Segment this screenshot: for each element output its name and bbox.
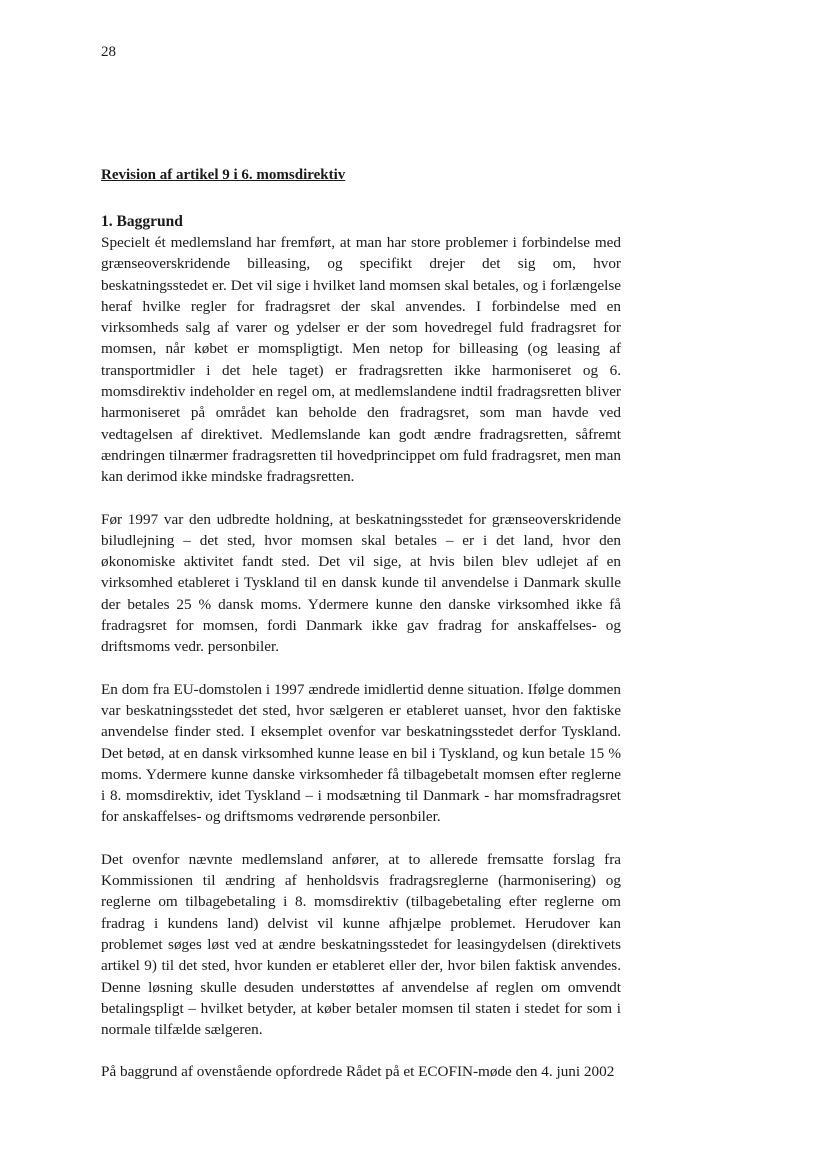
- paragraph-2: Før 1997 var den udbredte holdning, at beskatningsstedet for grænseoverskridende biludlejning – det sted, hvor momsen skal betales – er i det land, hvor den økonomiske aktivitet fandt sted. Det vil sige, at hvis bilen blev udlejet af en virksomhed etableret i Tyskland til en dansk kunde til anvendelse i Danmark skulle der betales 25 % dansk moms. Ydermere kunne den danske virksomhed ikke få fradragsret for momsen, fordi Danmark ikke gav fradrag for anskaffelses- og driftsmoms vedr. personbiler.: [101, 510, 621, 656]
- document-body: [101, 167, 621, 1104]
- paragraph-4: Det ovenfor nævnte medlemsland anfører, at to allerede fremsatte forslag fra Kommissionen til ændring af henholdsvis fradragsreglerne (harmonisering) og reglerne om tilbagebetaling i 8. momsdirektiv (tilbagebetaling efter reglerne om fradrag i kundens land) delvist vil kunne afhjælpe problemet. Herudover kan problemet søges løst ved at ændre beskatningsstedet for leasingydelsen (direktivets artikel 9) til det sted, hvor kunden er etableret eller der, hvor bilen faktisk anvendes. Denne løsning skulle desuden understøttes af anvendelse af reglen om omvendt betalingspligt – hvilket betyder, at køber betaler momsen til staten i stedet for som i normale tilfælde sælgeren.: [101, 850, 621, 1039]
- section-title: Revision af artikel 9 i 6. momsdirektiv: [101, 167, 346, 183]
- paragraph-3: En dom fra EU-domstolen i 1997 ændrede imidlertid denne situation. Ifølge dommen var beskatningsstedet det sted, hvor sælgeren er etableret uanset, hvor den faktiske anvendelse finder sted. I eksemplet ovenfor var beskatningsstedet derfor Tyskland. Det betød, at en dansk virksomhed kunne lease en bil i Tyskland, og kun betale 15 % moms. Ydermere kunne danske virksomheder få tilbagebetalt momsen efter reglerne i 8. momsdirektiv, idet Tyskland – i modsætning til Danmark - har momsfradragsret for anskaffelses- og driftsmoms vedrørende personbiler.: [101, 680, 621, 826]
- subheading: 1. Baggrund: [101, 213, 183, 230]
- paragraph-5: På baggrund af ovenstående opfordrede Rådet på et ECOFIN-møde den 4. juni 2002: [101, 1063, 615, 1081]
- paragraph-1: Specielt ét medlemsland har fremført, at man har store problemer i forbindelse med grænseoverskridende billeasing, og specifikt drejer det sig om, hvor beskatningsstedet er. Det vil sige i hvilket land momsen skal betales, og i forlængelse heraf hvilke regler for fradragsret der skal anvendes. I forbindelse med en virksomheds salg af varer og ydelser er der som hovedregel fuld fradragsret for momsen, når købet er momspligtigt. Men netop for billeasing (og leasing af transportmidler i det hele taget) er fradragsretten ikke harmoniseret og 6. momsdirektiv indeholder en regel om, at medlemslandene indtil fradragsretten bliver harmoniseret på området kan beholde den fradragsret, som man havde ved vedtagelsen af direktivet. Medlemslande kan godt ændre fradragsretten, såfremt ændringen tilnærmer fradragsretten til hovedprincippet om fuld fradragsret, men man kan derimod ikke mindske fradragsretten.: [101, 234, 621, 486]
- page-number: 28: [101, 44, 116, 60]
